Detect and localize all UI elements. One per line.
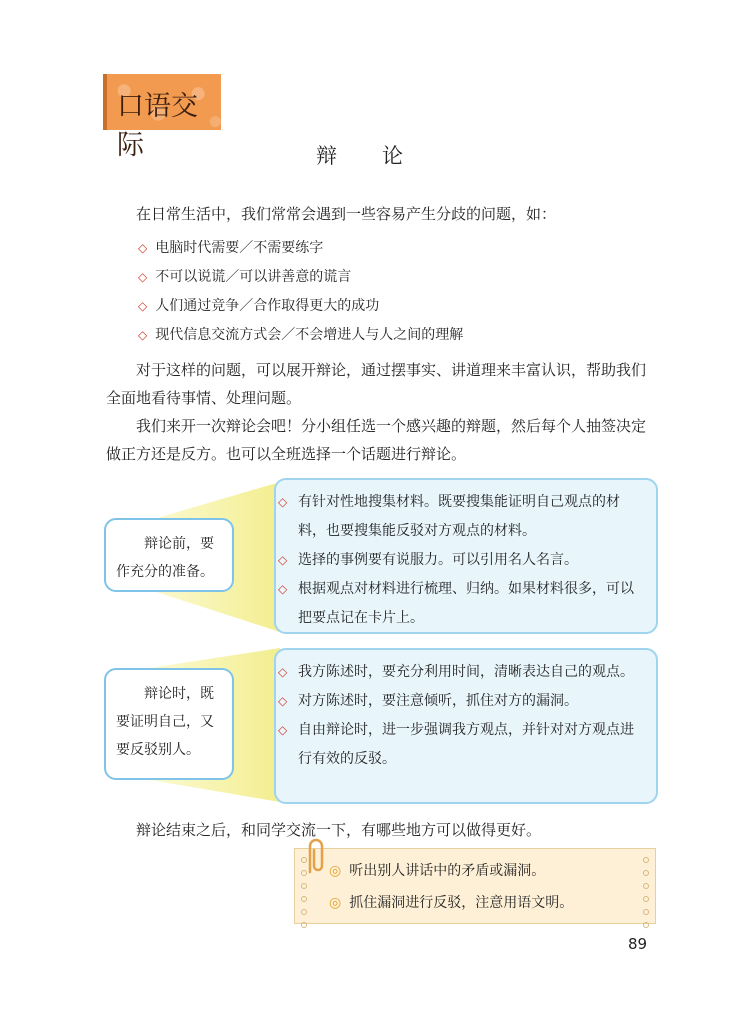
- note-holes-right: [643, 857, 649, 915]
- paragraph-1: 对于这样的问题，可以展开辩论，通过摆事实、讲道理来丰富认识，帮助我们全面地看待事情、处理问题。: [106, 361, 647, 407]
- diamond-bullet-icon: ◇: [138, 299, 148, 313]
- callout-details-2: [274, 648, 658, 804]
- page-title: 辩 论: [316, 144, 415, 168]
- list-item: ◇ 我方陈述时，要充分利用时间，清晰表达自己的观点。: [298, 658, 644, 687]
- diamond-bullet-icon: ◇: [278, 665, 288, 679]
- list-item: ◇ 对方陈述时，要注意倾听，抓住对方的漏洞。: [298, 687, 644, 716]
- intro-paragraph: 在日常生活中，我们常常会遇到一些容易产生分歧的问题，如：: [136, 205, 557, 223]
- diamond-bullet-icon: ◇: [138, 328, 148, 342]
- list-item: ◇ 选择的事例要有说服力。可以引用名人名言。: [298, 546, 644, 575]
- callout-label-2: 辩论时，既要证明自己，又要反驳别人。: [104, 668, 234, 780]
- callout-details-1: [274, 478, 658, 634]
- diamond-bullet-icon: ◇: [138, 241, 148, 255]
- list-item: ◇ 有针对性地搜集材料。既要搜集能证明自己观点的材料，也要搜集能反驳对方观点的材料。: [298, 488, 644, 546]
- diamond-bullet-icon: ◇: [278, 495, 288, 509]
- closing-paragraph: 辩论结束之后，和同学交流一下，有哪些地方可以做得更好。: [136, 821, 542, 839]
- list-item: ◎ 抓住漏洞进行反驳，注意用语文明。: [329, 895, 574, 911]
- list-item: ◇ 自由辩论时，进一步强调我方观点，并针对对方观点进行有效的反驳。: [298, 716, 644, 774]
- list-item: ◇ 电脑时代需要／不需要练字: [138, 234, 463, 263]
- diamond-bullet-icon: ◇: [278, 582, 288, 596]
- ring-bullet-icon: ◎: [329, 895, 342, 911]
- callout-label-1: 辩论前，要作充分的准备。: [104, 518, 234, 592]
- list-item: ◇ 现代信息交流方式会／不会增进人与人之间的理解: [138, 321, 463, 350]
- page-number: 89: [628, 935, 648, 953]
- paperclip-icon: [300, 836, 330, 876]
- list-item: ◎ 听出别人讲话中的矛盾或漏洞。: [329, 863, 546, 879]
- diamond-bullet-icon: ◇: [278, 723, 288, 737]
- diamond-bullet-icon: ◇: [138, 270, 148, 284]
- ring-bullet-icon: ◎: [329, 863, 342, 879]
- section-badge-label: 口语交际: [117, 91, 198, 161]
- diamond-bullet-icon: ◇: [278, 553, 288, 567]
- diamond-bullet-icon: ◇: [278, 694, 288, 708]
- list-item: ◇ 根据观点对材料进行梳理、归纳。如果材料很多，可以把要点记在卡片上。: [298, 575, 644, 633]
- paragraph-2: 我们来开一次辩论会吧！分小组任选一个感兴趣的辩题，然后每个人抽签决定做正方还是反方。也可以全班选择一个话题进行辩论。: [106, 417, 647, 463]
- tip-note-card: [294, 848, 656, 924]
- list-item: ◇ 不可以说谎／可以讲善意的谎言: [138, 263, 463, 292]
- list-item: ◇ 人们通过竞争／合作取得更大的成功: [138, 292, 463, 321]
